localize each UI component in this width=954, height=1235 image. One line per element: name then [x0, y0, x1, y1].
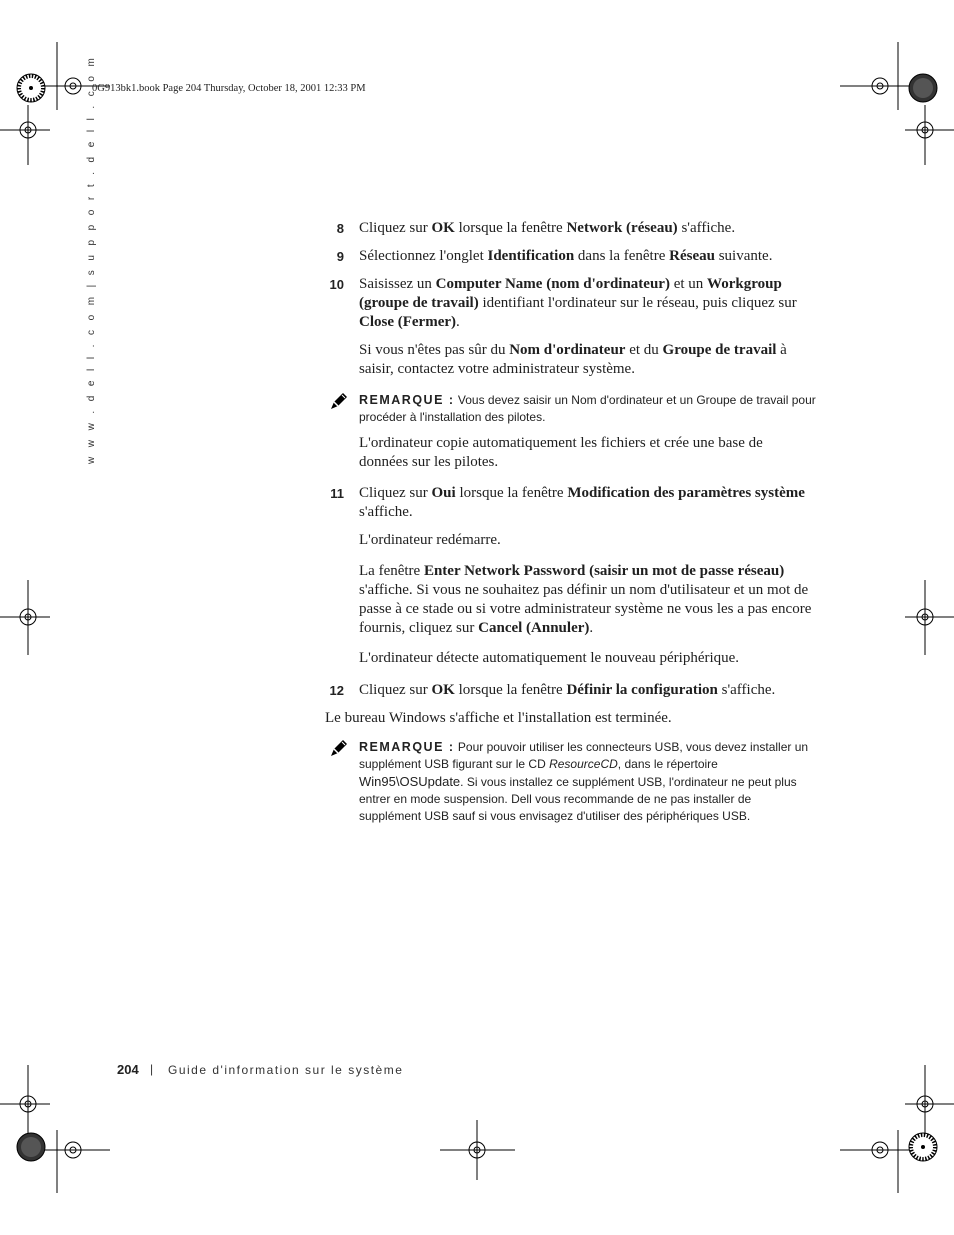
step-11-text: Cliquez sur Oui lorsque la fenêtre Modification des paramètres système s'affiche.: [359, 485, 805, 520]
note-remark: REMARQUE : Pour pouvoir utiliser les connecteurs USB, vous devez installer un supplément USB figurant sur le CD ResourceCD, dans le répertoire Win95\OSUpdate. Si vous installez ce supplément USB, l'ordinateur ne peut plus entrer en mode suspension. Dell vous recommande de ne pas installer de supplément USB sauf si vous envisagez d'utiliser des périphériques USB.: [359, 740, 809, 823]
step-9-text: Sélectionnez l'onglet Identification dans la fenêtre Réseau suivante.: [359, 248, 773, 264]
note-remark: REMARQUE : Vous devez saisir un Nom d'ordinateur et un Groupe de travail pour procéder à l'installation des pilotes.: [359, 393, 816, 424]
footer-title: Guide d'information sur le système: [168, 1063, 404, 1077]
closing-paragraph: Le bureau Windows s'affiche et l'installation est terminée.: [325, 710, 672, 726]
step-8-text: Cliquez sur OK lorsque la fenêtre Network (réseau) s'affiche.: [359, 220, 736, 236]
step-11-paragraph: L'ordinateur détecte automatiquement le nouveau périphérique.: [359, 650, 740, 666]
note-pencil-icon: [329, 738, 349, 758]
step-11-paragraph: L'ordinateur redémarre.: [359, 532, 501, 548]
print-header-info: 0G913bk1.book Page 204 Thursday, October 18, 2001 12:33 PM: [92, 83, 366, 94]
step-number: 11: [330, 486, 344, 501]
sidebar-url: w w w . d e l l . c o m | s u p p o r t . d e l l . c o m: [86, 54, 97, 464]
step-number: 9: [336, 249, 344, 264]
step-number: 10: [329, 277, 344, 292]
paragraph-copy: L'ordinateur copie automatiquement les fichiers et crée une base de données sur les pilotes.: [359, 435, 763, 470]
step-11-paragraph: La fenêtre Enter Network Password (saisir un mot de passe réseau) s'affiche. Si vous ne souhaitez pas définir un nom d'utilisateur et un mot de passe à ce stade ou si votre administrateur système ne vous les a pas encore fournis, cliquez sur Cancel (Annuler).: [359, 563, 812, 636]
step-12-text: Cliquez sur OK lorsque la fenêtre Définir la configuration s'affiche.: [359, 682, 776, 698]
step-10-paragraph: Si vous n'êtes pas sûr du Nom d'ordinateur et du Groupe de travail à saisir, contactez votre administrateur système.: [359, 342, 787, 377]
step-10-text: Saisissez un Computer Name (nom d'ordinateur) et un Workgroup (groupe de travail) identifiant l'ordinateur sur le réseau, puis cliquez sur Close (Fermer).: [359, 276, 797, 330]
step-number: 12: [329, 683, 344, 698]
step-number: 8: [336, 221, 344, 236]
footer-separator: |: [150, 1062, 154, 1076]
note-pencil-icon: [329, 391, 349, 411]
page-number: 204: [117, 1062, 139, 1077]
